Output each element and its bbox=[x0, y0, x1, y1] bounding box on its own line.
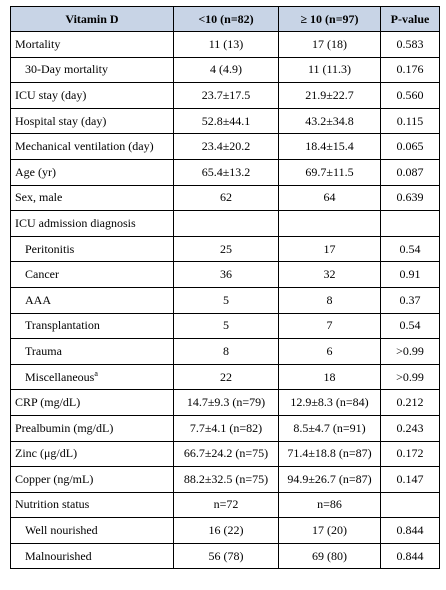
table-row bbox=[11, 441, 440, 467]
row-label bbox=[11, 518, 174, 544]
header-p-value: P-value bbox=[381, 7, 440, 32]
table-row bbox=[11, 134, 440, 160]
cell-lt10: 52.8±44.1 bbox=[174, 108, 279, 134]
table-row bbox=[11, 211, 440, 237]
table-row bbox=[11, 57, 440, 83]
cell-lt10: 4 (4.9) bbox=[174, 57, 279, 83]
table-header bbox=[11, 7, 440, 32]
header-row bbox=[11, 7, 440, 32]
cell-lt10: 66.7±24.2 (n=75) bbox=[174, 441, 279, 467]
cell-ge10: 8 bbox=[279, 287, 381, 313]
cell-p-value bbox=[381, 211, 440, 237]
cell-ge10: 69 (80) bbox=[279, 543, 381, 569]
cell-lt10: 8 bbox=[174, 339, 279, 365]
cell-ge10: 17 (20) bbox=[279, 518, 381, 544]
cell-lt10 bbox=[174, 211, 279, 237]
cell-p-value: 0.243 bbox=[381, 415, 440, 441]
cell-ge10: 12.9±8.3 (n=84) bbox=[279, 390, 381, 416]
row-label-text: Peritonitis bbox=[25, 241, 75, 256]
cell-p-value: 0.176 bbox=[381, 57, 440, 83]
cell-p-value: 0.54 bbox=[381, 313, 440, 339]
row-label-text: Trauma bbox=[25, 343, 62, 358]
cell-ge10 bbox=[279, 211, 381, 237]
row-label-text: Sex, male bbox=[15, 190, 63, 205]
cell-ge10: 21.9±22.7 bbox=[279, 83, 381, 109]
cell-ge10: 17 (18) bbox=[279, 32, 381, 58]
row-label bbox=[11, 108, 174, 134]
cell-lt10: 62 bbox=[174, 185, 279, 211]
table-row bbox=[11, 364, 440, 390]
row-label-text: Nutrition status bbox=[15, 497, 90, 512]
row-label bbox=[11, 57, 174, 83]
row-label bbox=[11, 32, 174, 58]
cell-lt10: 65.4±13.2 bbox=[174, 159, 279, 185]
row-label-text: Mechanical ventilation (day) bbox=[15, 139, 154, 154]
row-label bbox=[11, 83, 174, 109]
row-label-text: Well nourished bbox=[25, 523, 98, 538]
table-row bbox=[11, 287, 440, 313]
cell-ge10: 43.2±34.8 bbox=[279, 108, 381, 134]
cell-ge10: 71.4±18.8 (n=87) bbox=[279, 441, 381, 467]
cell-p-value: 0.844 bbox=[381, 543, 440, 569]
cell-ge10: 32 bbox=[279, 262, 381, 288]
table-row bbox=[11, 492, 440, 518]
table-row bbox=[11, 185, 440, 211]
row-label-text: Hospital stay (day) bbox=[15, 113, 107, 128]
cell-lt10: 88.2±32.5 (n=75) bbox=[174, 467, 279, 493]
table-row bbox=[11, 415, 440, 441]
row-label bbox=[11, 287, 174, 313]
cell-lt10: 23.4±20.2 bbox=[174, 134, 279, 160]
cell-p-value: 0.639 bbox=[381, 185, 440, 211]
table-row bbox=[11, 543, 440, 569]
table-row bbox=[11, 313, 440, 339]
cell-lt10: 5 bbox=[174, 287, 279, 313]
cell-ge10: n=86 bbox=[279, 492, 381, 518]
cell-ge10: 69.7±11.5 bbox=[279, 159, 381, 185]
cell-ge10: 8.5±4.7 (n=91) bbox=[279, 415, 381, 441]
cell-lt10: 5 bbox=[174, 313, 279, 339]
header-ge10: ≥ 10 (n=97) bbox=[279, 7, 381, 32]
cell-p-value: >0.99 bbox=[381, 364, 440, 390]
table-row bbox=[11, 518, 440, 544]
footnote-marker: a bbox=[94, 369, 98, 379]
row-label bbox=[11, 390, 174, 416]
cell-ge10: 17 bbox=[279, 236, 381, 262]
cell-ge10: 94.9±26.7 (n=87) bbox=[279, 467, 381, 493]
table-row bbox=[11, 32, 440, 58]
cell-ge10: 11 (11.3) bbox=[279, 57, 381, 83]
row-label bbox=[11, 339, 174, 365]
cell-p-value: 0.115 bbox=[381, 108, 440, 134]
row-label-text: Miscellaneous bbox=[25, 370, 95, 385]
row-label-text: Prealbumin (mg/dL) bbox=[15, 420, 114, 435]
row-label bbox=[11, 441, 174, 467]
row-label-text: Mortality bbox=[15, 36, 61, 51]
table-row bbox=[11, 83, 440, 109]
table-row bbox=[11, 339, 440, 365]
cell-p-value bbox=[381, 492, 440, 518]
row-label bbox=[11, 364, 174, 390]
row-label bbox=[11, 262, 174, 288]
row-label bbox=[11, 211, 174, 237]
cell-lt10: 23.7±17.5 bbox=[174, 83, 279, 109]
cell-ge10: 6 bbox=[279, 339, 381, 365]
cell-lt10: 36 bbox=[174, 262, 279, 288]
table-body bbox=[11, 32, 440, 569]
header-lt10: <10 (n=82) bbox=[174, 7, 279, 32]
cell-p-value: 0.212 bbox=[381, 390, 440, 416]
cell-p-value: 0.844 bbox=[381, 518, 440, 544]
cell-lt10: 11 (13) bbox=[174, 32, 279, 58]
cell-lt10: 22 bbox=[174, 364, 279, 390]
cell-lt10: 16 (22) bbox=[174, 518, 279, 544]
cell-ge10: 7 bbox=[279, 313, 381, 339]
cell-ge10: 64 bbox=[279, 185, 381, 211]
row-label-text: ICU stay (day) bbox=[15, 87, 87, 102]
row-label-text: Transplantation bbox=[25, 318, 100, 333]
cell-lt10: 7.7±4.1 (n=82) bbox=[174, 415, 279, 441]
table-row bbox=[11, 108, 440, 134]
cell-lt10: 14.7±9.3 (n=79) bbox=[174, 390, 279, 416]
row-label bbox=[11, 159, 174, 185]
cell-p-value: 0.91 bbox=[381, 262, 440, 288]
row-label bbox=[11, 185, 174, 211]
row-label-text: Age (yr) bbox=[15, 164, 56, 179]
row-label-text: CRP (mg/dL) bbox=[15, 395, 81, 410]
table-row bbox=[11, 236, 440, 262]
cell-lt10: 56 (78) bbox=[174, 543, 279, 569]
row-label bbox=[11, 313, 174, 339]
cell-p-value: 0.065 bbox=[381, 134, 440, 160]
cell-p-value: >0.99 bbox=[381, 339, 440, 365]
table-row bbox=[11, 262, 440, 288]
row-label-text: ICU admission diagnosis bbox=[15, 215, 136, 230]
cell-p-value: 0.087 bbox=[381, 159, 440, 185]
row-label-text: 30-Day mortality bbox=[25, 62, 108, 77]
table-row bbox=[11, 390, 440, 416]
row-label-text: Copper (ng/mL) bbox=[15, 471, 94, 486]
header-vitamin-d: Vitamin D bbox=[11, 7, 174, 32]
row-label bbox=[11, 543, 174, 569]
cell-ge10: 18 bbox=[279, 364, 381, 390]
row-label-text: AAA bbox=[25, 292, 51, 307]
cell-ge10: 18.4±15.4 bbox=[279, 134, 381, 160]
cell-p-value: 0.583 bbox=[381, 32, 440, 58]
row-label bbox=[11, 236, 174, 262]
row-label bbox=[11, 134, 174, 160]
cell-lt10: 25 bbox=[174, 236, 279, 262]
cell-p-value: 0.147 bbox=[381, 467, 440, 493]
row-label-text: Cancer bbox=[25, 267, 59, 282]
table-row bbox=[11, 467, 440, 493]
row-label bbox=[11, 467, 174, 493]
data-table bbox=[10, 6, 440, 569]
row-label-text: Malnourished bbox=[25, 548, 92, 563]
cell-lt10: n=72 bbox=[174, 492, 279, 518]
row-label bbox=[11, 415, 174, 441]
table-row bbox=[11, 159, 440, 185]
cell-p-value: 0.560 bbox=[381, 83, 440, 109]
cell-p-value: 0.37 bbox=[381, 287, 440, 313]
row-label-text: Zinc (μg/dL) bbox=[15, 446, 78, 461]
cell-p-value: 0.172 bbox=[381, 441, 440, 467]
cell-p-value: 0.54 bbox=[381, 236, 440, 262]
row-label bbox=[11, 492, 174, 518]
